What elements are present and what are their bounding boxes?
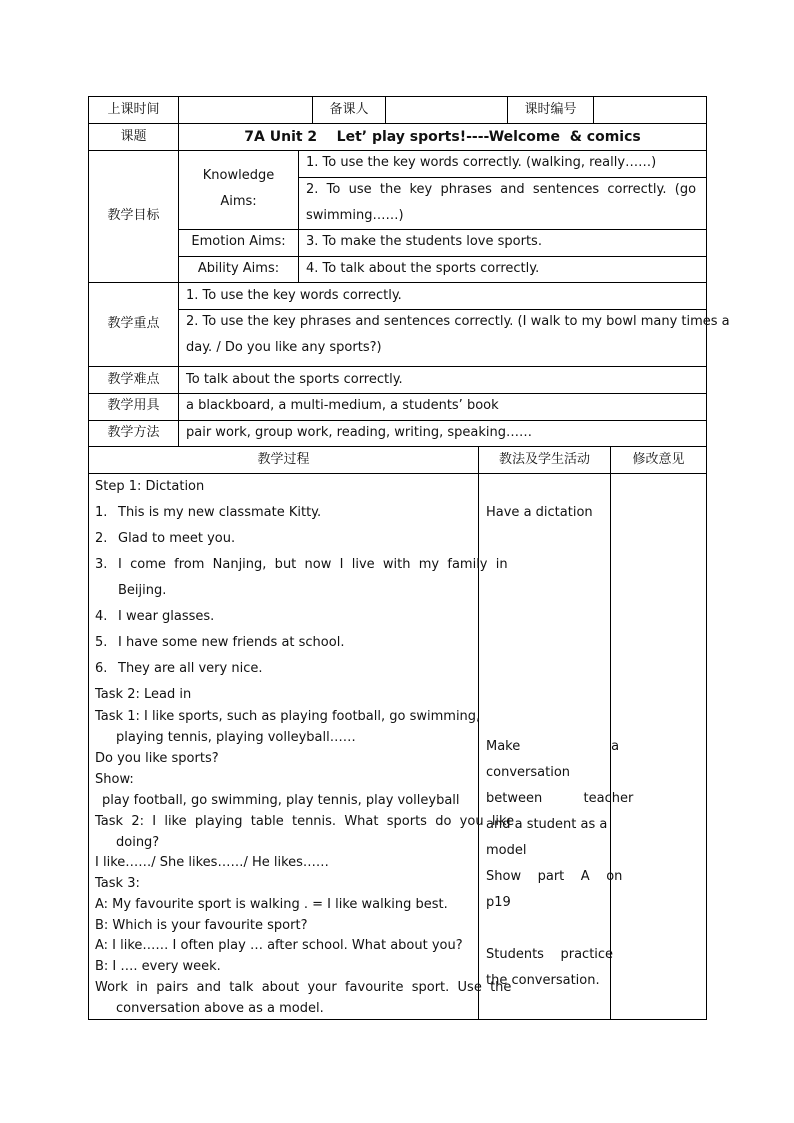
knowledge-aim-2-line1: 2. To use the key phrases and sentences correctly. (go	[306, 182, 697, 197]
work-in-pairs-line1: Work in pairs and talk about your favourite sport. Use the	[95, 980, 512, 995]
step1-heading: Step 1: Dictation	[95, 479, 205, 494]
revision-notes-cell[interactable]	[611, 474, 706, 1019]
revision-header: 修改意见	[632, 452, 685, 467]
activity-make-line4: and a student as a	[486, 817, 608, 832]
difficulties-value: To talk about the sports correctly.	[186, 372, 403, 387]
task2-line1: Task 2: I like playing table tennis. What sports do you like	[95, 814, 515, 829]
emotion-aims-label: Emotion Aims:	[191, 234, 286, 249]
show-items: play football, go swimming, play tennis, play volleyball	[102, 793, 460, 808]
process-header: 教学过程	[257, 452, 310, 467]
dictation-item-5: 5. I have some new friends at school.	[95, 635, 345, 650]
activity-dictation: Have a dictation	[486, 505, 593, 520]
activity-make-line1: Make a	[486, 739, 620, 754]
dialogue-b1: B: Which is your favourite sport?	[95, 918, 308, 933]
task2-line2: doing?	[116, 835, 160, 850]
activities-header: 教法及学生活动	[498, 452, 590, 467]
key-point-2-line2: day. / Do you like any sports?)	[186, 340, 382, 355]
knowledge-aim-2-line2: swimming……)	[306, 208, 404, 223]
class-time-label: 上课时间	[107, 102, 160, 117]
knowledge-aim-1: 1. To use the key words correctly. (walking, really……)	[306, 155, 657, 170]
tools-value: a blackboard, a multi-medium, a students’ book	[186, 398, 499, 413]
dictation-item-1: 1. This is my new classmate Kitty.	[95, 505, 322, 520]
key-point-2-line1: 2. To use the key phrases and sentences correctly. (I walk to my bowl many times a	[186, 314, 730, 329]
difficulties-label: 教学难点	[107, 372, 160, 387]
tools-label: 教学用具	[107, 398, 160, 413]
knowledge-aims-label-line2: Aims:	[220, 194, 257, 209]
ability-aims-label: Ability Aims:	[197, 261, 280, 276]
task1-line2: playing tennis, playing volleyball……	[116, 730, 356, 745]
emotion-aim: 3. To make the students love sports.	[306, 234, 542, 249]
task1-line1: Task 1: I like sports, such as playing football, go swimming,	[95, 709, 481, 724]
dialogue-b2: B: I …. every week.	[95, 959, 221, 974]
activity-make-line3: between teacher	[486, 791, 634, 806]
methods-value: pair work, group work, reading, writing, speaking……	[186, 425, 532, 440]
activity-practice-line2: the conversation.	[486, 973, 600, 988]
activity-practice-line1: Students practice	[486, 947, 614, 962]
dictation-item-4: 4. I wear glasses.	[95, 609, 215, 624]
ability-aim: 4. To talk about the sports correctly.	[306, 261, 540, 276]
activity-make-line2: conversation	[486, 765, 571, 780]
key-points-label: 教学重点	[107, 316, 160, 331]
objectives-label: 教学目标	[107, 208, 160, 223]
topic-label: 课题	[120, 129, 147, 144]
show-label: Show:	[95, 772, 134, 787]
dictation-item-3-line1: 3. I come from Nanjing, but now I live with my family in	[95, 557, 508, 572]
question-like-sports: Do you like sports?	[95, 751, 219, 766]
methods-label: 教学方法	[107, 425, 160, 440]
dictation-item-3-line2: Beijing.	[118, 583, 167, 598]
activity-show-line1: Show part A on	[486, 869, 623, 884]
task3-heading: Task 3:	[95, 876, 140, 891]
key-point-1: 1. To use the key words correctly.	[186, 288, 402, 303]
topic-title: 7A Unit 2 Let’ play sports!----Welcome & comics	[244, 129, 641, 145]
task2-heading: Task 2: Lead in	[95, 687, 192, 702]
activity-show-line2: p19	[486, 895, 511, 910]
likes-pattern: I like……/ She likes……/ He likes……	[95, 855, 329, 870]
work-in-pairs-line2: conversation above as a model.	[116, 1001, 324, 1016]
preparer-label: 备课人	[329, 102, 369, 117]
activity-make-line5: model	[486, 843, 527, 858]
dialogue-a2: A: I like…… I often play … after school. What about you?	[95, 938, 463, 953]
knowledge-aims-label-line1: Knowledge	[202, 168, 275, 183]
lesson-number-label: 课时编号	[524, 102, 577, 117]
dialogue-a1: A: My favourite sport is walking . = I like walking best.	[95, 897, 448, 912]
dictation-item-6: 6. They are all very nice.	[95, 661, 263, 676]
dictation-item-2: 2. Glad to meet you.	[95, 531, 236, 546]
